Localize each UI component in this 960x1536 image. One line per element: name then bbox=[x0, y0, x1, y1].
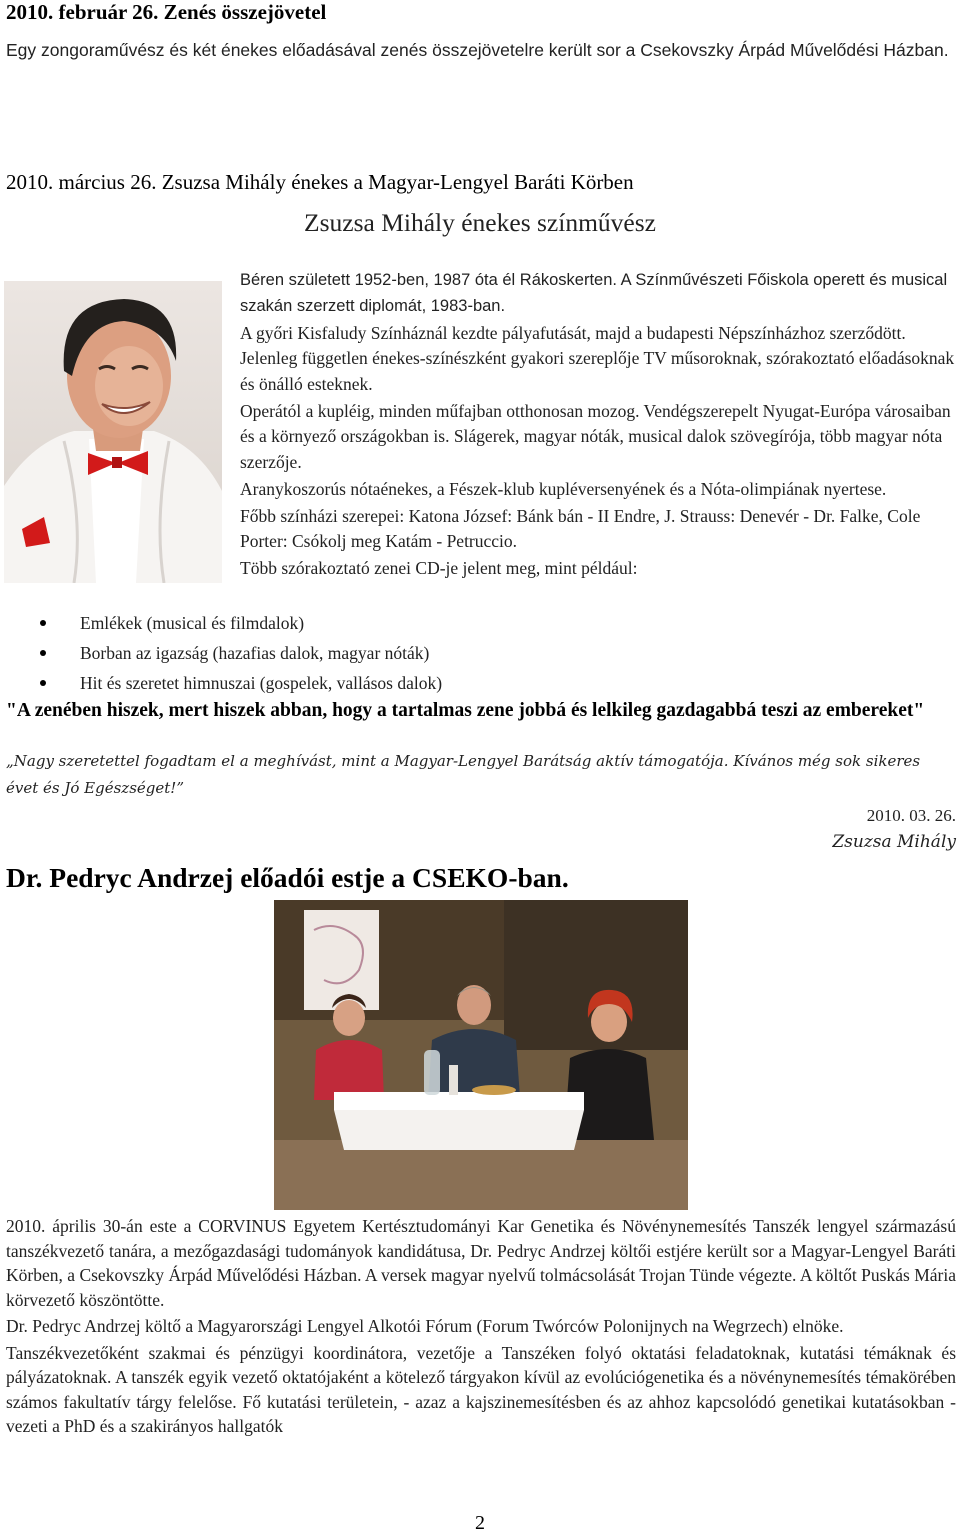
bio-paragraph: Aranykoszorús nótaénekes, a Fészek-klub kupléversenyének és a Nóta-olimpiának nyertese. bbox=[240, 478, 887, 499]
artist-quote: "A zenében hiszek, mert hiszek abban, hogy a tartalmas zene jobbá és lelkileg gazdagabbá teszi az embereket" bbox=[6, 700, 925, 721]
signature-date: 2010. 03. 26. bbox=[866, 806, 956, 825]
cd-title: Borban az igazság (hazafias dalok, magyar nóták) bbox=[80, 643, 430, 663]
body-paragraph: 2010. április 30-án este a CORVINUS Egyetem Kertésztudományi Kar Genetika és Növénynemesítés Tanszék lengyel származású tanszékvezető tanára, a mezőgazdasági tudományok kandidátusa, Dr. Pedryc Andrzej költői estjére került sor a Magyar-Lengyel Baráti Körben, a Csekovszky Árpád Művelődési Házban. A versek magyar nyelvű tolmácsolását Trojan Tünde végezte. A költőt Puskás Mária körvezető köszöntötte. bbox=[6, 1216, 956, 1310]
cd-title: Hit és szeretet himnuszai (gospelek, vallásos dalok) bbox=[80, 673, 443, 693]
page-number: 2 bbox=[475, 1512, 485, 1534]
bio-paragraph: Operától a kupléig, minden műfajban otthonosan mozog. Vendégszerepelt Nyugat-Európa városaiban és a környező országokban is. Slágerek, magyar nóták, musical dalok szövegírója, több magyar nóta szerzője. bbox=[240, 400, 951, 472]
list-item bbox=[40, 608, 442, 638]
bullet-icon bbox=[40, 620, 46, 626]
biography bbox=[240, 268, 956, 583]
section2-subtitle: Zsuzsa Mihály énekes színművész bbox=[304, 208, 656, 237]
handwritten-message: „Nagy szeretettel fogadtam el a meghívást, mint a Magyar-Lengyel Barátság aktív támogatója. Kívános még sok sikeres évet és Jó Egészséget!” bbox=[6, 752, 921, 797]
event-photo bbox=[274, 900, 688, 1210]
signature-name: Zsuzsa Mihály bbox=[832, 832, 956, 852]
bullet-icon bbox=[40, 650, 46, 656]
portrait-photo bbox=[4, 281, 222, 583]
section3-title: Dr. Pedryc Andrzej előadói estje a CSEKO-ban. bbox=[6, 862, 569, 893]
list-item bbox=[40, 668, 442, 698]
section2-title: 2010. március 26. Zsuzsa Mihály énekes a Magyar-Lengyel Baráti Körben bbox=[6, 170, 634, 194]
body-paragraph: Tanszékvezetőként szakmai és pénzügyi koordinátora, vezetője a Tanszéken folyó oktatási feladatoknak, kutatási témáknak és pályázatoknak. A tanszék egyik vezető oktatójaként a kötelező tárgyakon kívül az evolúciógenetika és a növénynemesítés témakörében számos fakultatív tárgy felelőse. Fő kutatási területein, - azaz a kajszinemesítésben és az ahhoz kapcsolódó genetikai kutatásokban - vezeti a PhD és a szakirányos hallgatók bbox=[6, 1342, 956, 1436]
bio-paragraph: Több szórakoztató zenei CD-je jelent meg, mint például: bbox=[240, 558, 638, 578]
cd-list bbox=[40, 608, 442, 698]
section1-title: 2010. február 26. Zenés összejövetel bbox=[6, 0, 327, 24]
list-item bbox=[40, 638, 442, 668]
body-paragraph: Dr. Pedryc Andrzej költő a Magyarországi Lengyel Alkotói Fórum (Forum Twórców Polonijnych na Wegrzech) elnöke. bbox=[6, 1316, 844, 1336]
section1-text: Egy zongoraművész és két énekes előadásával zenés összejövetelre került sor a Csekovszky Árpád Művelődési Házban. bbox=[6, 40, 949, 60]
bio-paragraph: A győri Kisfaludy Színháznál kezdte pályafutását, majd a budapesti Népszínházhoz szerződött. Jelenleg független énekes-színészként gyakori szereplője TV műsoroknak, szórakoztató előadásoknak és önálló esteknek. bbox=[240, 322, 955, 394]
cd-title: Emlékek (musical és filmdalok) bbox=[80, 613, 305, 633]
section3-body bbox=[6, 1214, 956, 1441]
bullet-icon bbox=[40, 680, 46, 686]
bio-paragraph: Főbb színházi szerepei: Katona József: Bánk bán - II Endre, J. Strauss: Denevér - Dr. Falke, Cole Porter: Csókolj meg Katám - Petruccio. bbox=[240, 505, 921, 551]
bio-paragraph: Béren született 1952-ben, 1987 óta él Rákoskerten. A Színművészeti Főiskola operett és musical szakán szerzett diplomát, 1983-ban. bbox=[240, 271, 948, 315]
